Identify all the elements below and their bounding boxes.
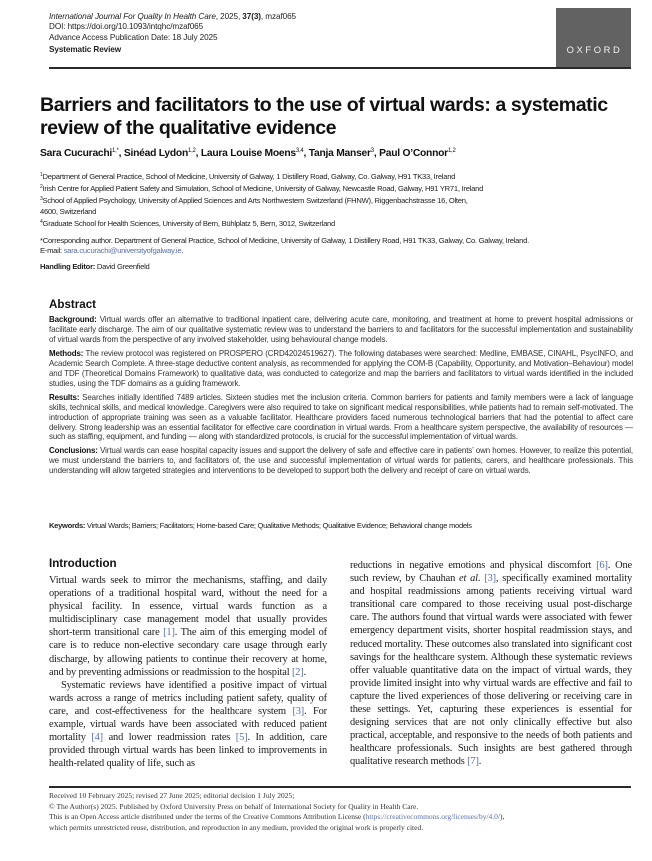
abstract-section-label: Results: (49, 392, 80, 402)
article-section: Systematic Review (49, 44, 122, 54)
body-text: . The aim of this emerging model of care is to reduce non-elective secondary care usage through early discharge, by allowing patients to continue their recovery at home, and by preventing admissions or readmission to the hospital (49, 627, 327, 678)
author-separator: , (373, 148, 380, 159)
affiliation-continued (40, 207, 640, 217)
body-paragraph (49, 574, 327, 679)
article-id: , mzaf065 (260, 12, 296, 21)
license-link[interactable]: https://creativecommons.org/licenses/by/4.0/ (365, 812, 501, 821)
affiliation (40, 182, 640, 194)
body-text: . (478, 756, 482, 768)
et-al: et al (459, 573, 478, 585)
handling-editor (40, 262, 149, 271)
affiliation-number: 3 (40, 196, 43, 203)
affiliation-text: School of Applied Psychology, University of Applied Sciences and Arts Northwestern Switzerland (FHNW), Riggenbachstrasse 16, Olten, (42, 196, 468, 206)
abstract-methods (49, 349, 633, 389)
handling-editor-name: David Greenfield (95, 262, 150, 271)
article-history: Received 10 February 2025; revised 27 June 2025; editorial decision 1 July 2025; (49, 791, 295, 800)
body-column-left (49, 574, 327, 770)
abstract-section-label: Conclusions: (49, 446, 98, 456)
article-footer (49, 791, 639, 833)
citation-link[interactable]: [3] (484, 573, 496, 585)
corresponding-author (40, 236, 640, 256)
introduction-heading: Introduction (49, 557, 117, 570)
abstract-section-label: Background: (49, 315, 97, 324)
body-text: . In addition, care provided through virtual wards has been linked to improvements in health-related quality of life, such as (49, 732, 327, 770)
author-separator: , (303, 148, 309, 159)
author-name: Paul O’Connor (379, 148, 448, 159)
body-text: . (477, 573, 485, 585)
keywords-text: Virtual Wards; Barriers; Facilitators; Home-based Care; Qualitative Methods; Qualitative Evidence; Behavioral change models (85, 521, 472, 530)
email-link[interactable]: sara.cucurachi@universityofgalway.ie (63, 246, 182, 256)
author-name: Sara Cucurachi (40, 148, 113, 159)
author-affil-sup: 1,* (112, 148, 119, 154)
body-text: Virtual wards seek to mirror the mechanisms, staffing, and daily operations of a traditional hospital ward, without the need for a physical facility. In essence, virtual wards function as a multidisciplinary case management model that usually provides short-term transitional care (49, 575, 327, 639)
affiliation-number: 4 (40, 218, 43, 225)
affiliation-text: Graduate School for Health Sciences, University of Bern, Bühlplatz 5, Bern, 3012, Switzerland (42, 218, 336, 228)
handling-editor-label: Handling Editor: (40, 262, 96, 271)
citation-link[interactable]: [4] (91, 732, 103, 744)
affiliation (40, 217, 640, 229)
oxford-logo-text: OXFORD (566, 44, 623, 55)
author[interactable] (124, 148, 196, 159)
journal-meta (49, 12, 296, 55)
abstract-section-label: Methods: (49, 348, 84, 358)
citation-link[interactable]: [5] (235, 732, 248, 744)
author[interactable] (309, 148, 374, 159)
author-name: Sinéad Lydon (123, 148, 189, 159)
license-line (49, 812, 639, 823)
citation-link[interactable]: [7] (467, 756, 479, 768)
abstract-background (49, 315, 633, 345)
email-line (40, 246, 640, 256)
citation-link[interactable]: [6] (596, 560, 608, 571)
volume-issue: 37(3) (242, 12, 261, 21)
body-text: and lower readmission rates (103, 732, 236, 744)
body-paragraph (49, 679, 327, 771)
body-column-right (350, 559, 632, 769)
abstract-section-text: Virtual wards can ease hospital capacity issues and support the delivery of safe and effective care in patients’ own homes. However, to realize this potential, we must understand the barriers to, and facilitators of, the use and successful implementation of virtual wards for patients, carers, and healthcare professionals. This understanding will allow targeted strategies and interventions to be developed to support both the delivery and receipt of care on virtual wards. (49, 446, 633, 476)
author-affil-sup: 1,2 (447, 148, 456, 154)
abstract-results (49, 393, 633, 443)
oxford-logo (556, 8, 631, 67)
abstract-conclusions (49, 446, 633, 476)
author[interactable] (201, 148, 304, 159)
keywords-label: Keywords: (49, 521, 86, 530)
body-text: reductions in negative emotions and physical discomfort (350, 560, 597, 571)
abstract-section-text: Virtual wards offer an alternative to traditional inpatient care, delivering acute care, monitoring, and treatment at home to prevent hospital admissions or facilitate early discharge. The aim of our qualitative systematic review was to understand the barriers to and facilitators for the successful implementation and sustainability of virtual wards from the perspective of any involved stakeholder, using behavioural change models. (49, 315, 633, 344)
journal-year: , 2025, (215, 12, 243, 21)
body-text: . (303, 666, 307, 678)
author-list (40, 148, 640, 159)
email-end: . (181, 246, 184, 256)
doi-line[interactable]: DOI: https://doi.org/10.1093/intqhc/mzaf065 (49, 22, 204, 32)
author-name: Laura Louise Moens (200, 148, 296, 159)
affiliation-number: 2 (40, 184, 43, 191)
body-text: . For example, virtual wards have been associated with reduced patient mortality (49, 705, 327, 744)
author-affil-sup: 1,2 (188, 148, 196, 154)
author-separator: , (118, 148, 124, 159)
author[interactable] (40, 148, 119, 159)
affiliation (40, 170, 640, 182)
abstract-section-text: The review protocol was registered on PROSPERO (CRD42024519627). The following databases were searched: Medline, EMBASE, CINAHL, PsycINFO, and Academic Search Complete. A three-stage deductive content analysis, as recommended for applying the COM-B (Capability, Opportunity, and Motivation–Behaviour) model and TDF (Theoretical Domains Framework) to qualitative data, was conducted to categorize and map the barriers and facilitators to virtual wards identified in the included studies, using the TDF domains as a guiding framework. (49, 348, 633, 388)
author-name: Tanja Manser (308, 148, 371, 159)
citation-line (49, 12, 296, 22)
citation-link[interactable]: [2] (291, 666, 304, 678)
affiliation-text: Irish Centre for Applied Patient Safety and Simulation, School of Medicine, University of Galway, Newcastle Road, Galway, H91 YR71, Ireland (42, 184, 484, 194)
affiliations (40, 170, 640, 229)
corresponding-author-text: *Corresponding author. Department of General Practice, School of Medicine, University of Galway, 1 Distillery Road, H91 TK33, Galway, Co. Galway, Ireland. (40, 236, 529, 245)
body-text: . One such review, by Chauhan (350, 560, 632, 585)
affiliation-text: 4600, Switzerland (40, 206, 97, 216)
author-affil-sup: 3,4 (295, 148, 304, 154)
citation-link[interactable]: [3] (292, 705, 305, 717)
abstract-body (49, 315, 633, 480)
abstract-section-text: Searches initially identified 7489 articles. Sixteen studies met the inclusion criteria. Common barriers for patients and family members were a lack of language skills, technical skills, and medical knowledge. Caregivers were also required to take on significant medical responsibilities, while patients had to remain self-motivated. The introduction of appropriate training was seen as a valuable facilitator. Healthcare providers faced numerous technological barriers that had the potential to affect care delivery. Strong leadership was an essential facilitator for effective care coordination in virtual wards. From a healthcare system perspective, the availability of resources — such as staffing, equipment, and funding — along with standardized protocols, is crucial for the successful implementation of virtual wards. (49, 392, 633, 442)
license-line: which permits unrestricted reuse, distribution, and reproduction in any medium, provided the original work is properly cited. (49, 822, 424, 832)
header-divider (49, 67, 631, 69)
article-title: Barriers and facilitators to the use of virtual wards: a systematic review of the qualitative evidence (40, 94, 608, 140)
journal-name: International Journal For Quality In Health Care (49, 12, 216, 21)
license-text: ), (500, 812, 505, 821)
body-paragraph (350, 559, 632, 769)
body-text: Systematic reviews have identified a positive impact of virtual wards across a range of metrics including patient safety, quality of care, and cost-effectiveness for the healthcare system (49, 679, 327, 717)
author-affil-sup: 3 (370, 148, 374, 154)
author-separator: , (195, 148, 201, 159)
copyright-notice: © The Author(s) 2025. Published by Oxford University Press on behalf of International Society for Quality in Health Care. (49, 801, 419, 811)
affiliation-number: 1 (40, 172, 43, 178)
footer-divider (49, 786, 631, 788)
citation-link[interactable]: [1] (163, 627, 175, 639)
email-label: E-mail: (40, 246, 64, 256)
advance-access-date: Advance Access Publication Date: 18 July 2025 (49, 32, 218, 42)
abstract-heading: Abstract (49, 298, 97, 311)
affiliation (40, 194, 640, 206)
license-text: This is an Open Access article distributed under the terms of the Creative Commons Attribution License ( (49, 812, 366, 821)
body-text: , specifically examined mortality and hospital readmissions among patients receiving virtual ward transitional care compared to those receiving usual post-discharge care. The authors found that virtual wards were associated with fewer emergency department visits, shorter hospital readmission stays, and reduced mortality. These outcomes also translated into significant cost savings for the healthcare system. Although these systematic reviews offer valuable quantitative data on the impact of virtual wards, they provide limited insight into why virtual wards are effective and fail to capture the lived experiences of those delivering or receiving care in these settings. Yet, capturing these experiences is essential for designing services that are not only clinically effective but also practical, acceptable, and responsive to the needs of both patients and healthcare professionals. Such insights are best gathered through qualitative research methods (350, 573, 632, 768)
author[interactable] (379, 148, 455, 159)
affiliation-text: Department of General Practice, School of Medicine, University of Galway, 1 Distillery Road, Galway, Co. Galway, H91 TK33, Ireland (42, 172, 456, 181)
keywords (49, 521, 472, 530)
